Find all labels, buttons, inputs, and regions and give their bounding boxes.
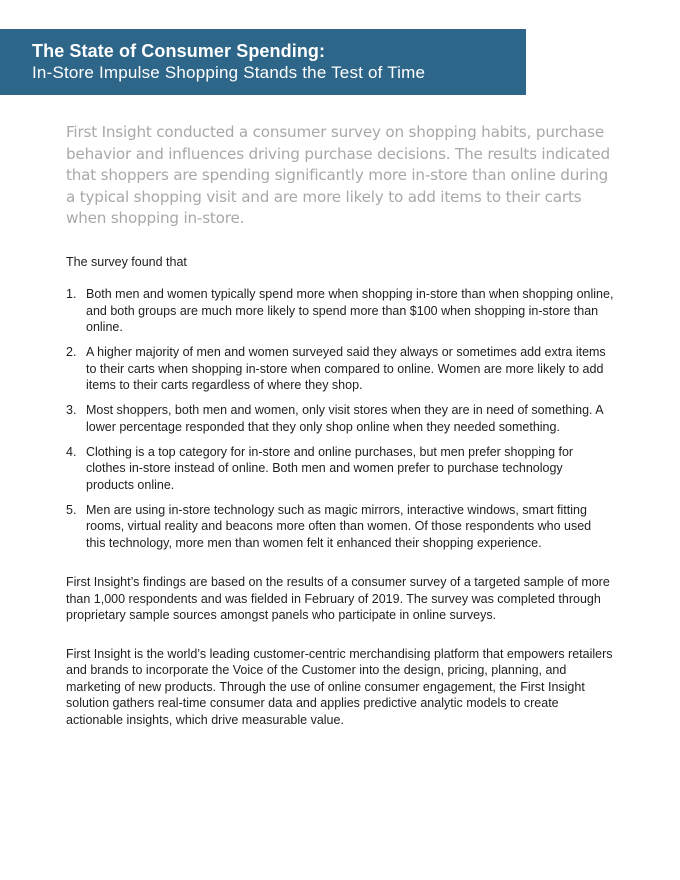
about-paragraph: First Insight is the world’s leading customer-centric merchandising platform that empowers retailers and brands to incorporate the Voice of the Customer into the design, pricing, planning, and marketing of new products. Through the use of online consumer engagement, the First Insight solution gathers real-time consumer data and applies predictive analytic models to create actionable insights, which drive measurable value. [66, 646, 613, 727]
list-item [66, 444, 614, 494]
page-subtitle: In-Store Impulse Shopping Stands the Test of Time [32, 63, 426, 82]
list-item-number: 4. [66, 444, 77, 459]
findings-lead: The survey found that [66, 254, 187, 269]
list-item [66, 502, 614, 552]
list-item-number: 3. [66, 403, 77, 417]
document-body [66, 122, 614, 728]
list-item [66, 402, 614, 435]
list-item-number: 2. [66, 345, 77, 359]
list-item-number: 1. [66, 287, 77, 301]
list-item [66, 344, 614, 394]
list-item-text: Both men and women typically spend more when shopping in-store than when shopping online, and both groups are much more likely to spend more than $100 when shopping in-store than online. [86, 287, 614, 334]
list-item-text: A higher majority of men and women surveyed said they always or sometimes add extra items to their carts when shopping in-store when compared to online. Women are more likely to add items to their carts regardless of where they shop. [86, 345, 606, 392]
findings-list [66, 286, 614, 551]
list-item-text: Most shoppers, both men and women, only visit stores when they are in need of something. A lower percentage responded that they only shop online when they needed something. [86, 403, 603, 434]
methodology-paragraph: First Insight’s findings are based on the results of a consumer survey of a targeted sample of more than 1,000 respondents and was fielded in February of 2019. The survey was completed through proprietary sample sources amongst panels who participate in online surveys. [66, 575, 610, 622]
title-banner [0, 29, 526, 95]
list-item-text: Men are using in-store technology such as magic mirrors, interactive windows, smart fitting rooms, virtual reality and beacons more often than women. Of those respondents who used this technology, more men than women felt it enhanced their shopping experience. [86, 502, 592, 550]
page-title: The State of Consumer Spending: [32, 41, 326, 61]
intro-paragraph: First Insight conducted a consumer survey on shopping habits, purchase behavior and influences driving purchase decisions. The results indicated that shoppers are spending significantly more in-store than online during a typical shopping visit and are more likely to add items to their carts when shopping in-store. [66, 123, 610, 227]
list-item [66, 286, 614, 336]
list-item-text: Clothing is a top category for in-store and online purchases, but men prefer shopping for clothes in-store instead of online. Both men and women prefer to purchase technology products online. [86, 444, 574, 492]
list-item-number: 5. [66, 502, 77, 517]
